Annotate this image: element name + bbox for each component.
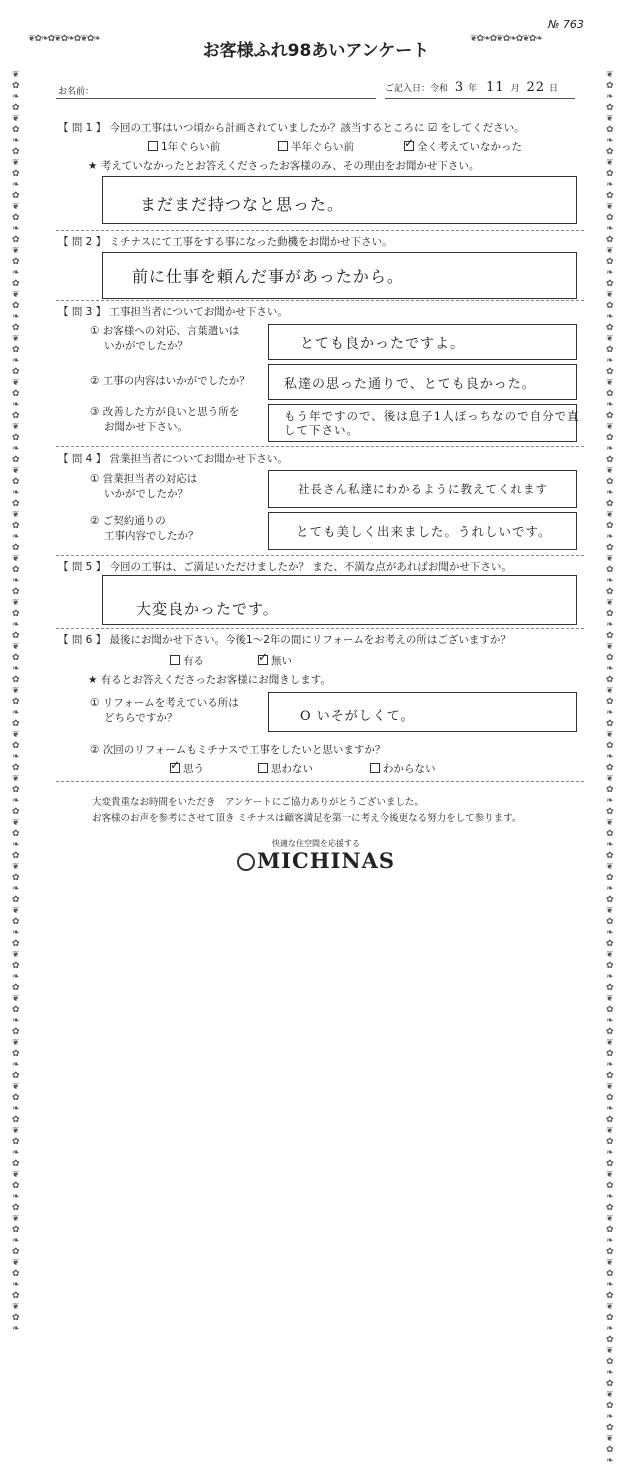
checkbox-checked-icon[interactable]: ✓ [258,650,269,664]
survey-title: お客様ふれ98あいアンケート [202,41,430,61]
q6-item-1-q-line2: どちらですか？ [104,712,178,724]
q4-item-1-num: ① [90,473,100,485]
q3-item-3-answer: もう年ですので、後は息子1人ぼっちなので自分で直して下さい。 [284,409,580,437]
q6-option-no[interactable] [258,650,292,668]
q4-label: 【 問 4 】 [58,453,107,465]
brand-logo [0,848,632,873]
q6-item-1-question [90,696,239,726]
q6-option-yes-label: 有る [183,655,204,667]
q1-heading [58,120,525,135]
divider [56,555,584,556]
q4-item-1-question [90,472,197,502]
day-unit: 日 [549,84,559,94]
checkbox-icon[interactable] [370,763,380,773]
q6-item-2-q-text: 次回のリフォームもミチナスで工事をしたいと思いますか？ [102,744,386,756]
brand-emblem-icon [237,853,255,871]
q6-item-1-num: ① [90,697,100,709]
q3-item-3-q-line1: 改善した方が良いと思う所を [102,406,240,418]
divider [56,781,584,782]
q1-option-2[interactable] [278,139,354,154]
q3-item-3-q-line2: お聞かせ下さい。 [104,421,188,433]
q6-item-2-num: ② [90,744,100,756]
q6-item-1-q-line1: リフォームを考えている所は [102,697,239,709]
q6-option-no-label: 無い [271,655,292,667]
q3-item-1-q-line2: いかがでしたか？ [104,340,188,352]
q6-option-yes[interactable] [170,653,204,668]
q1-text: 今回の工事はいつ頃から計画されていましたか？該当するところに ☑ をしてください。 [109,122,525,134]
q3-item-1-answer: とても良かったですよ。 [300,336,465,352]
q1-sub-text: 考えていなかったとお答えくださったお客様のみ、その理由をお聞かせ下さい。 [100,160,480,172]
q5-text: 今回の工事は、ご満足いただけましたか？ また、不満な点があればお聞かせ下さい。 [109,561,512,573]
q1-option-3-label: 全く考えていなかった [417,141,522,153]
q6-item-2-option-1[interactable] [170,758,204,776]
q6-item-2-option-1-label: 思う [183,763,204,775]
q3-item-2-num: ② [90,375,100,387]
q5-heading [58,559,512,574]
q6-item-2-option-3[interactable] [370,761,436,776]
date-prefix: ご記入日：令和 [385,84,449,94]
checkbox-icon[interactable] [170,655,180,665]
q1-option-1[interactable] [148,139,220,154]
q3-item-1-question [90,324,239,354]
q3-item-2-q-line1: 工事の内容はいかがでしたか？ [102,375,250,387]
q1-label: 【 問 1 】 [58,122,107,134]
q4-item-2-num: ② [90,515,100,527]
q6-text: 最後にお聞かせ下さい。今後1～2年の間にリフォームをお考えの所はございますか？ [109,634,511,646]
checkbox-icon[interactable] [148,141,158,151]
date-day[interactable]: 22 [526,80,546,95]
q4-heading [58,451,288,466]
date-field-line [385,98,575,99]
q3-item-2-answer: 私達の思った通りで、とても良かった。 [284,377,536,392]
q6-item-2-question [90,742,385,757]
q6-item-2-option-2[interactable] [258,761,313,776]
q6-item-2-option-2-label: 思わない [271,763,313,775]
q3-item-3-num: ③ [90,406,100,418]
divider [56,446,584,447]
q6-sub-question: ★ 有るとお答えくださったお客様にお聞きします。 [88,674,331,686]
checkbox-icon[interactable] [258,763,268,773]
divider [56,628,584,629]
checkbox-icon[interactable] [278,141,288,151]
date-month[interactable]: 11 [486,80,505,95]
vine-border-left: ❦✿❧✿❦✿❧✿❦✿❧✿❦✿❧✿❦✿❧✿❦✿❧✿❦✿❧✿❦✿❧✿❦✿❧✿❦✿❧✿❦✿❧✿❦✿❧✿❦✿❧✿❦✿❧✿❦✿❧✿❦✿❧✿❦✿❧✿❦✿❧✿❦✿❧✿❦✿❧✿❦✿❧✿❦✿❧✿❦✿❧✿❦✿❧✿❦✿❧✿❦✿❧✿❦✿❧✿❦✿❧✿❦✿❧ [12,70,19,1334]
vine-border-top-right: ❦✿❧✿❦✿❧✿❦✿❧ [470,34,542,44]
q6-item-1-answer: O いそがしくて。 [300,709,415,724]
q4-item-1-answer: 社長さん私達にわかるように教えてくれます [298,482,548,496]
checkbox-checked-icon[interactable]: ✓ [404,136,415,150]
q5-answer: 大変良かったです。 [136,600,279,618]
q3-text: 工事担当者についてお聞かせ下さい。 [109,306,288,318]
q4-item-2-question [90,514,199,544]
name-field[interactable] [56,98,376,99]
q3-item-3-question [90,405,239,435]
q1-option-1-label: 1年ぐらい前 [161,141,221,153]
serial-number: № 763 [548,18,584,31]
q2-label: 【 問 2 】 [58,236,107,248]
date-year[interactable]: 3 [454,80,465,95]
q6-label: 【 問 6 】 [58,634,107,646]
q4-item-2-q-line1: ご契約通りの [102,515,166,527]
q6-item-2-option-3-label: わからない [383,763,436,775]
q2-text: ミチナスにて工事をする事になった動機をお聞かせ下さい。 [109,236,393,248]
divider [56,230,584,231]
q4-item-1-q-line2: いかがでしたか？ [104,488,188,500]
q1-answer: まだまだ持つなと思った。 [140,195,345,214]
divider [56,300,584,301]
q6-sub-text: 有るとお答えくださったお客様にお聞きします。 [100,674,331,686]
q4-text: 営業担当者についてお聞かせ下さい。 [109,453,288,465]
q4-item-2-answer: とても美しく出来ました。うれしいです。 [296,524,552,539]
q3-item-1-num: ① [90,325,100,337]
q5-label: 【 問 5 】 [58,561,107,573]
name-label: お名前： [58,87,95,97]
vine-border-right: ❦✿❧✿❦✿❧✿❦✿❧✿❦✿❧✿❦✿❧✿❦✿❧✿❦✿❧✿❦✿❧✿❦✿❧✿❦✿❧✿❦✿❧✿❦✿❧✿❦✿❧✿❦✿❧✿❦✿❧✿❦✿❧✿❦✿❧✿❦✿❧✿❦✿❧✿❦✿❧✿❦✿❧✿❦✿❧✿❦✿❧✿❦✿❧✿❦✿❧✿❦✿❧✿❦✿❧✿❦✿❧✿❦✿❧✿❦✿❧✿❦✿❧✿❦✿❧ [606,70,613,1466]
q1-option-3[interactable] [404,136,522,154]
q2-answer: 前に仕事を頼んだ事があったから。 [132,267,404,286]
year-unit: 年 [468,84,478,94]
brand-tagline: 快適な住空間を応援する [272,839,360,848]
month-unit: 月 [510,84,520,94]
vine-border-top-left: ❦✿❧✿❦✿❧✿❦✿❧ [28,34,100,44]
brand-name: MICHINAS [256,848,396,873]
footer-thanks-line-2: お客様のお声を参考にさせて頂き ミチナスは顧客満足を第一に考え今後更なる努力をして参ります。 [92,813,522,824]
q4-item-2-q-line2: 工事内容でしたか？ [104,530,199,542]
q3-heading [58,304,288,319]
q2-heading [58,234,393,249]
footer-thanks-line-1: 大変貴重なお時間をいただき アンケートにご協力ありがとうございました。 [92,797,424,808]
q4-item-1-q-line1: 営業担当者の対応は [102,473,198,485]
q1-sub-question: ★ 考えていなかったとお答えくださったお客様のみ、その理由をお聞かせ下さい。 [88,160,480,172]
q3-item-2-question [90,373,250,388]
q6-heading [58,632,511,647]
q3-label: 【 問 3 】 [58,306,107,318]
q3-item-1-q-line1: お客様への対応、言葉遣いは [102,325,240,337]
date-label [385,80,558,95]
checkbox-checked-icon[interactable]: ✓ [170,758,181,772]
q1-option-2-label: 半年ぐらい前 [291,141,354,153]
